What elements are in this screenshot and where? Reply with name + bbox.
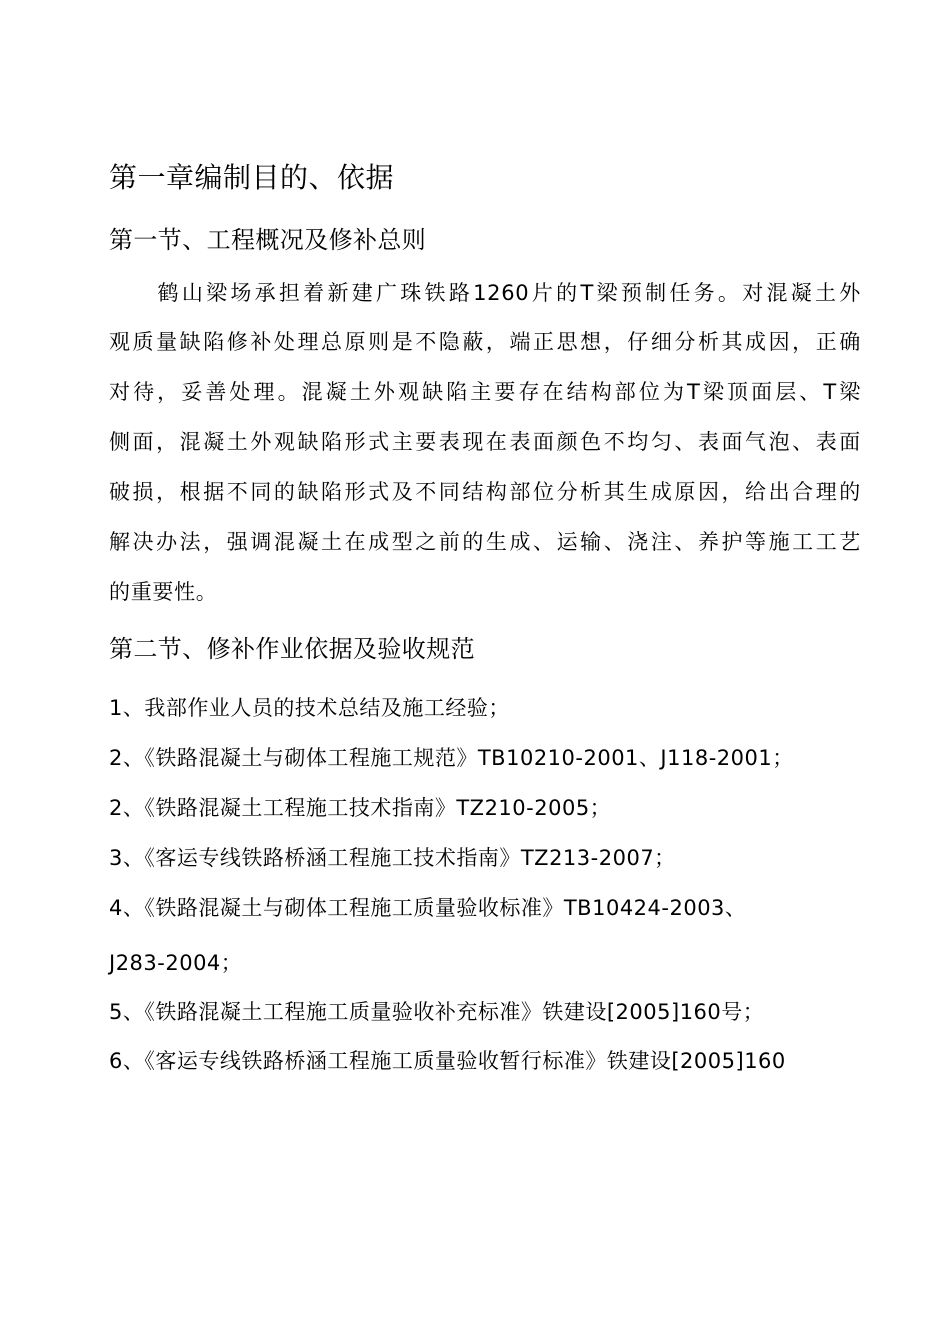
reference-item: 6、《客运专线铁路桥涵工程施工质量验收暂行标准》铁建设[2005]160: [109, 1049, 786, 1073]
paragraph-line: 侧面，混凝土外观缺陷形式主要表现在表面颜色不均匀、表面气泡、表面: [109, 430, 861, 454]
reference-item: 1、我部作业人员的技术总结及施工经验；: [109, 696, 510, 720]
section-2-title: 第二节、修补作业依据及验收规范: [109, 635, 475, 663]
paragraph-line: 鹤山梁场承担着新建广珠铁路1260片的T梁预制任务。对混凝土外: [109, 281, 861, 305]
section-1-title: 第一节、工程概况及修补总则: [109, 226, 427, 254]
reference-item: 5、《铁路混凝土工程施工质量验收补充标准》铁建设[2005]160号；: [109, 1000, 765, 1024]
reference-item: 3、《客运专线铁路桥涵工程施工技术指南》TZ213-2007；: [109, 846, 676, 870]
paragraph-line: 破损，根据不同的缺陷形式及不同结构部位分析其生成原因，给出合理的: [109, 480, 861, 504]
paragraph-line: 的重要性。: [109, 580, 218, 604]
paragraph-line: 对待，妥善处理。混凝土外观缺陷主要存在结构部位为T梁顶面层、T梁: [109, 380, 861, 404]
chapter-title: 第一章编制目的、依据: [109, 161, 395, 194]
reference-item: 4、《铁路混凝土与砌体工程施工质量验收标准》TB10424-2003、: [109, 896, 747, 920]
reference-item: 2、《铁路混凝土工程施工技术指南》TZ210-2005；: [109, 796, 612, 820]
reference-item: 2、《铁路混凝土与砌体工程施工规范》TB10210-2001、J118-2001；: [109, 746, 794, 770]
paragraph-line: 观质量缺陷修补处理总原则是不隐蔽，端正思想，仔细分析其成因，正确: [109, 330, 861, 354]
paragraph-line: 解决办法，强调混凝土在成型之前的生成、运输、浇注、养护等施工工艺: [109, 530, 861, 554]
reference-item: J283-2004；: [109, 951, 243, 975]
